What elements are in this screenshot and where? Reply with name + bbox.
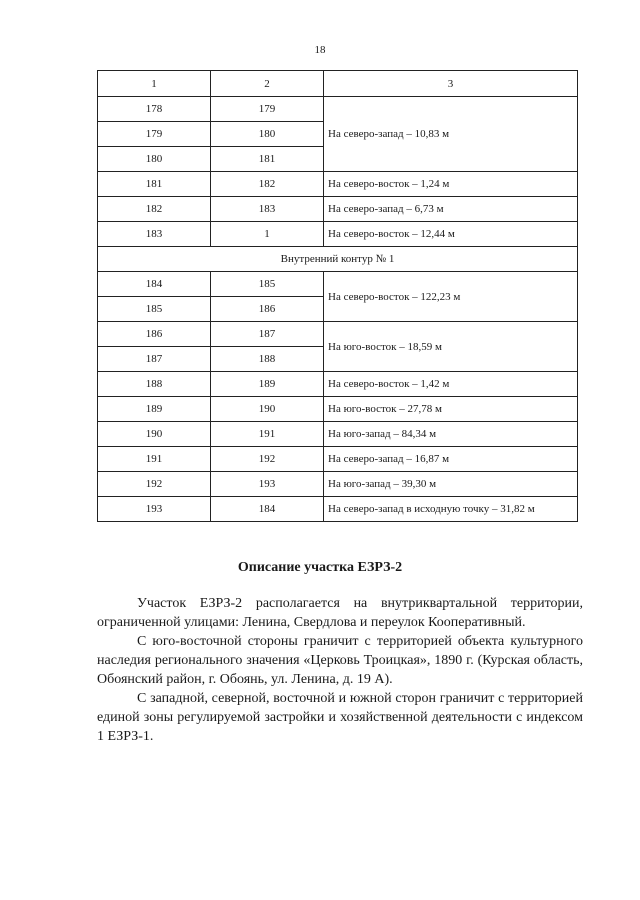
table-row: [98, 372, 578, 397]
direction-distance: На юго-восток – 18,59 м: [324, 322, 578, 372]
table-row: [98, 497, 578, 522]
point-from: 189: [98, 397, 211, 422]
point-from: 180: [98, 147, 211, 172]
table-row: [98, 222, 578, 247]
point-to: 181: [211, 147, 324, 172]
point-from: 184: [98, 272, 211, 297]
table-header-row: [98, 71, 578, 97]
point-to: 183: [211, 197, 324, 222]
table-row: [98, 172, 578, 197]
table-row: [98, 322, 578, 347]
boundary-points-table: [97, 70, 578, 522]
section-body: [97, 594, 583, 746]
table-row: [98, 397, 578, 422]
point-from: 183: [98, 222, 211, 247]
point-from: 188: [98, 372, 211, 397]
point-from: 185: [98, 297, 211, 322]
point-to: 186: [211, 297, 324, 322]
point-from: 186: [98, 322, 211, 347]
table-row: [98, 472, 578, 497]
inner-contour-label: Внутренний контур № 1: [98, 247, 578, 272]
point-to: 193: [211, 472, 324, 497]
column-header: 2: [211, 71, 324, 97]
table-row: [98, 422, 578, 447]
page-number: 18: [314, 44, 326, 56]
paragraph: Участок ЕЗРЗ-2 располагается на внутриквартальной территории, ограниченной улицами: Ленина, Свердлова и переулок Кооперативный.: [97, 596, 583, 630]
table-row: [98, 197, 578, 222]
point-from: 181: [98, 172, 211, 197]
point-from: 178: [98, 97, 211, 122]
direction-distance: На северо-запад – 6,73 м: [324, 197, 578, 222]
column-header: 3: [324, 71, 578, 97]
point-to: 184: [211, 497, 324, 522]
direction-distance: На северо-восток – 1,42 м: [324, 372, 578, 397]
point-to: 189: [211, 372, 324, 397]
point-to: 192: [211, 447, 324, 472]
table-row: [98, 272, 578, 297]
inner-contour-row: [98, 247, 578, 272]
paragraph: С юго-восточной стороны граничит с территорией объекта культурного наследия регионального значения «Церковь Троицкая», 1890 г. (Курская область, Обоянский район, г. Обоянь, ул. Ленина, д. 19 А).: [97, 634, 583, 687]
point-from: 179: [98, 122, 211, 147]
point-to: 180: [211, 122, 324, 147]
paragraph: С западной, северной, восточной и южной сторон граничит с территорией единой зоны регулируемой застройки и хозяйственной деятельности с индексом 1 ЕЗРЗ-1.: [97, 691, 583, 744]
direction-distance: На юго-запад – 84,34 м: [324, 422, 578, 447]
point-to: 185: [211, 272, 324, 297]
direction-distance: На северо-восток – 122,23 м: [324, 272, 578, 322]
direction-distance: На северо-запад – 16,87 м: [324, 447, 578, 472]
point-to: 182: [211, 172, 324, 197]
direction-distance: На северо-запад в исходную точку – 31,82 м: [324, 497, 578, 522]
column-header: 1: [98, 71, 211, 97]
section-title: Описание участка ЕЗРЗ-2: [237, 560, 403, 575]
point-from: 190: [98, 422, 211, 447]
point-to: 190: [211, 397, 324, 422]
direction-distance: На юго-восток – 27,78 м: [324, 397, 578, 422]
point-to: 1: [211, 222, 324, 247]
table-row: [98, 447, 578, 472]
point-from: 182: [98, 197, 211, 222]
direction-distance: На северо-восток – 1,24 м: [324, 172, 578, 197]
point-from: 191: [98, 447, 211, 472]
table-row: [98, 97, 578, 122]
point-from: 187: [98, 347, 211, 372]
point-from: 192: [98, 472, 211, 497]
point-to: 188: [211, 347, 324, 372]
direction-distance: На юго-запад – 39,30 м: [324, 472, 578, 497]
point-to: 179: [211, 97, 324, 122]
point-to: 191: [211, 422, 324, 447]
direction-distance: На северо-восток – 12,44 м: [324, 222, 578, 247]
point-from: 193: [98, 497, 211, 522]
direction-distance: На северо-запад – 10,83 м: [324, 97, 578, 172]
point-to: 187: [211, 322, 324, 347]
